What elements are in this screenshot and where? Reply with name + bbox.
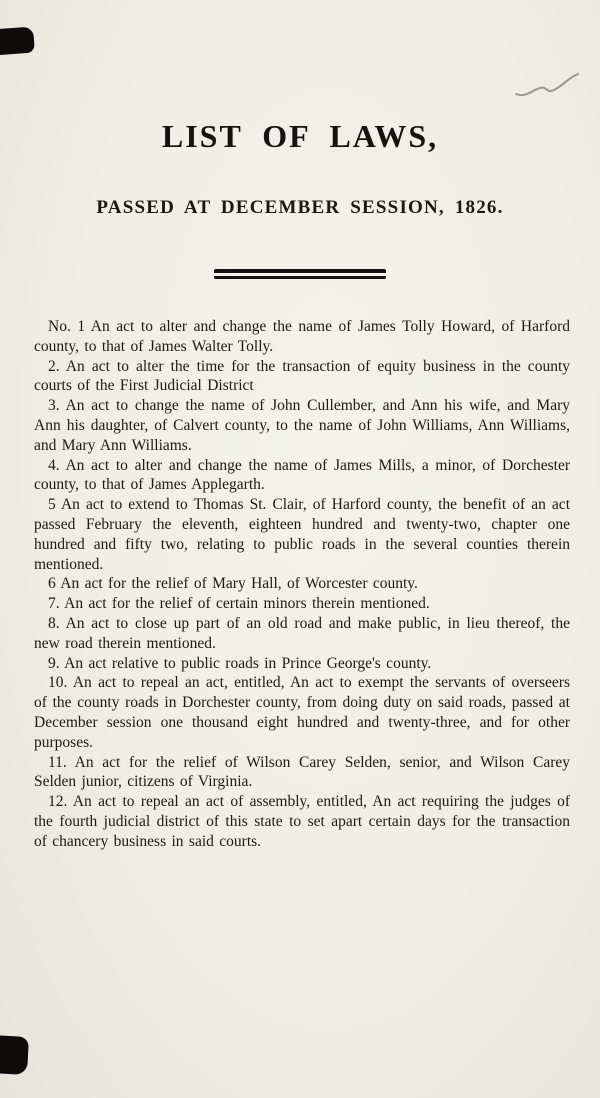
- scan-artifact-bottom-left: [0, 1035, 29, 1075]
- document-title: LIST OF LAWS,: [161, 118, 439, 154]
- law-entry: 8. An act to close up part of an old road and make public, in lieu thereof, the new road therein mentioned.: [34, 614, 570, 652]
- law-entry: 5 An act to extend to Thomas St. Clair, of Harford county, the benefit of an act passed February the eleventh, eighteen hundred and twenty-two, chapter one hundred and fifty two, relating to public roads in the several counties therein mentioned.: [34, 496, 570, 573]
- law-entry: 6 An act for the relief of Mary Hall, of Worcester county.: [48, 575, 418, 593]
- law-entry: 9. An act relative to public roads in Prince George's county.: [48, 654, 432, 672]
- law-list: [34, 317, 570, 852]
- law-entry: 4. An act to alter and change the name of James Mills, a minor, of Dorchester county, to that of James Applegarth.: [34, 456, 570, 494]
- law-entry: 11. An act for the relief of Wilson Carey Selden, senior, and Wilson Carey Selden junior, citizens of Virginia.: [34, 753, 570, 791]
- document-subtitle: PASSED AT DECEMBER SESSION, 1826.: [96, 197, 504, 218]
- law-entry: 12. An act to repeal an act of assembly, entitled, An act requiring the judges of the fourth judicial district of this state to set apart certain days for the transaction of chancery business in said courts.: [34, 793, 570, 850]
- law-entry: 10. An act to repeal an act, entitled, An act to exempt the servants of overseers of the county roads in Dorchester county, from doing duty on said roads, passed at December session one thousand eight hundred and twenty-three, and for other purposes.: [34, 674, 570, 751]
- law-entry: 3. An act to change the name of John Cullember, and Ann his wife, and Mary Ann his daughter, of Calvert county, to the name of John Williams, Ann Williams, and Mary Ann Williams.: [34, 397, 570, 454]
- double-rule-divider: [214, 269, 386, 279]
- law-entry: No. 1 An act to alter and change the name of James Tolly Howard, of Harford county, to that of James Walter Tolly.: [34, 318, 570, 355]
- pencil-squiggle-mark: [512, 68, 582, 102]
- scan-artifact-top-left: [0, 27, 35, 56]
- law-entry: 7. An act for the relief of certain minors therein mentioned.: [48, 595, 430, 613]
- law-entry: 2. An act to alter the time for the transaction of equity business in the county courts of the First Judicial District: [34, 357, 570, 395]
